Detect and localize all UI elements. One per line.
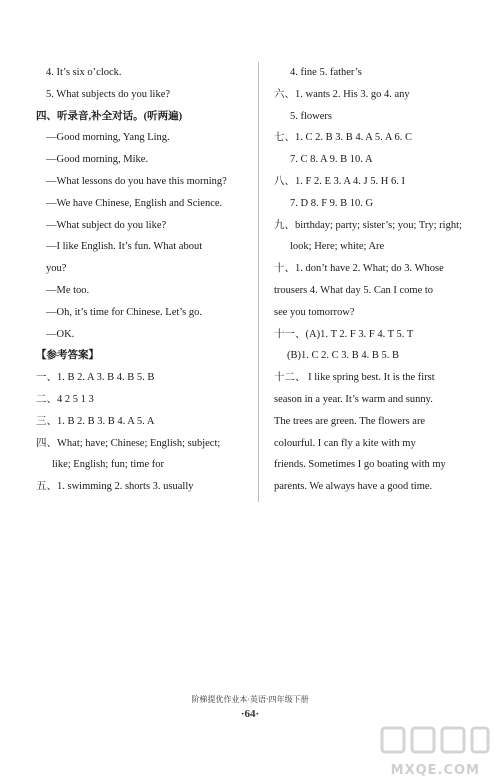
answer-line: friends. Sometimes I go boating with my <box>274 459 446 471</box>
answer-line: like; English; fun; time for <box>52 459 164 471</box>
answer-line: 5. flowers <box>290 110 332 122</box>
answer-line: trousers 4. What day 5. Can I come to <box>274 284 434 296</box>
text-line: you? <box>46 263 67 275</box>
answer-line: 五、1. swimming 2. shorts 3. usually <box>36 481 194 493</box>
text-line: —Good morning, Yang Ling. <box>46 132 170 144</box>
text-line: —Oh, it’s time for Chinese. Let’s go. <box>46 306 203 318</box>
answer-line: 7. D 8. F 9. B 10. G <box>290 197 374 209</box>
answer-line: 三、1. B 2. B 3. B 4. A 5. A <box>36 415 155 427</box>
answer-line: season in a year. It’s warm and sunny. <box>274 393 433 405</box>
answer-line: 7. C 8. A 9. B 10. A <box>290 154 373 166</box>
answer-line: 六、1. wants 2. His 3. go 4. any <box>274 88 410 100</box>
answer-line: 十一、(A)1. T 2. F 3. F 4. T 5. T <box>274 328 414 340</box>
right-column <box>274 62 474 498</box>
column-divider <box>258 62 259 502</box>
answer-line: see you tomorrow? <box>274 306 355 318</box>
text-line: —I like English. It’s fun. What about <box>46 241 203 253</box>
text-line: —What subject do you like? <box>46 219 167 231</box>
answer-line: The trees are green. The flowers are <box>274 415 426 427</box>
page-number: ·64· <box>240 708 260 720</box>
text-line: —Good morning, Mike. <box>46 154 149 166</box>
watermark-text: MXQE.COM <box>390 763 480 778</box>
answer-line: 十、1. don’t have 2. What; do 3. Whose <box>274 263 444 275</box>
watermark-logo <box>372 722 492 778</box>
watermark-glyph-icon <box>372 722 492 762</box>
answer-line: parents. We always have a good time. <box>274 481 433 493</box>
text-line: 5. What subjects do you like? <box>46 88 171 100</box>
text-line: —OK. <box>46 328 75 340</box>
text-line: —Me too. <box>46 284 90 296</box>
answer-line: 八、1. F 2. E 3. A 4. J 5. H 6. I <box>274 175 405 187</box>
answer-line: 十二、 I like spring best. It is the first <box>274 372 435 384</box>
section-heading: 四、听录音,补全对话。(听两遍) <box>36 110 183 122</box>
text-line: —We have Chinese, English and Science. <box>46 197 223 209</box>
answer-line: (B)1. C 2. C 3. B 4. B 5. B <box>287 350 400 362</box>
text-line: 4. It’s six o’clock. <box>46 67 122 78</box>
answer-line: 七、1. C 2. B 3. B 4. A 5. A 6. C <box>274 132 412 144</box>
left-column <box>36 62 246 498</box>
answer-line: 4. fine 5. father’s <box>290 67 362 78</box>
answer-line: colourful. I can fly a kite with my <box>274 437 416 449</box>
answer-line: 四、What; have; Chinese; English; subject; <box>36 437 221 449</box>
answer-line: 一、1. B 2. A 3. B 4. B 5. B <box>36 372 155 384</box>
answer-line: look; Here; white; Are <box>290 241 385 253</box>
book-title-footer: 阶梯提优作业本·英语·四年级下册 <box>191 695 309 704</box>
text-line: —What lessons do you have this morning? <box>46 175 227 187</box>
answer-line: 二、4 2 5 1 3 <box>36 393 94 405</box>
answer-key-heading: 【参考答案】 <box>36 350 99 362</box>
answer-line: 九、birthday; party; sister’s; you; Try; right; <box>274 219 462 231</box>
